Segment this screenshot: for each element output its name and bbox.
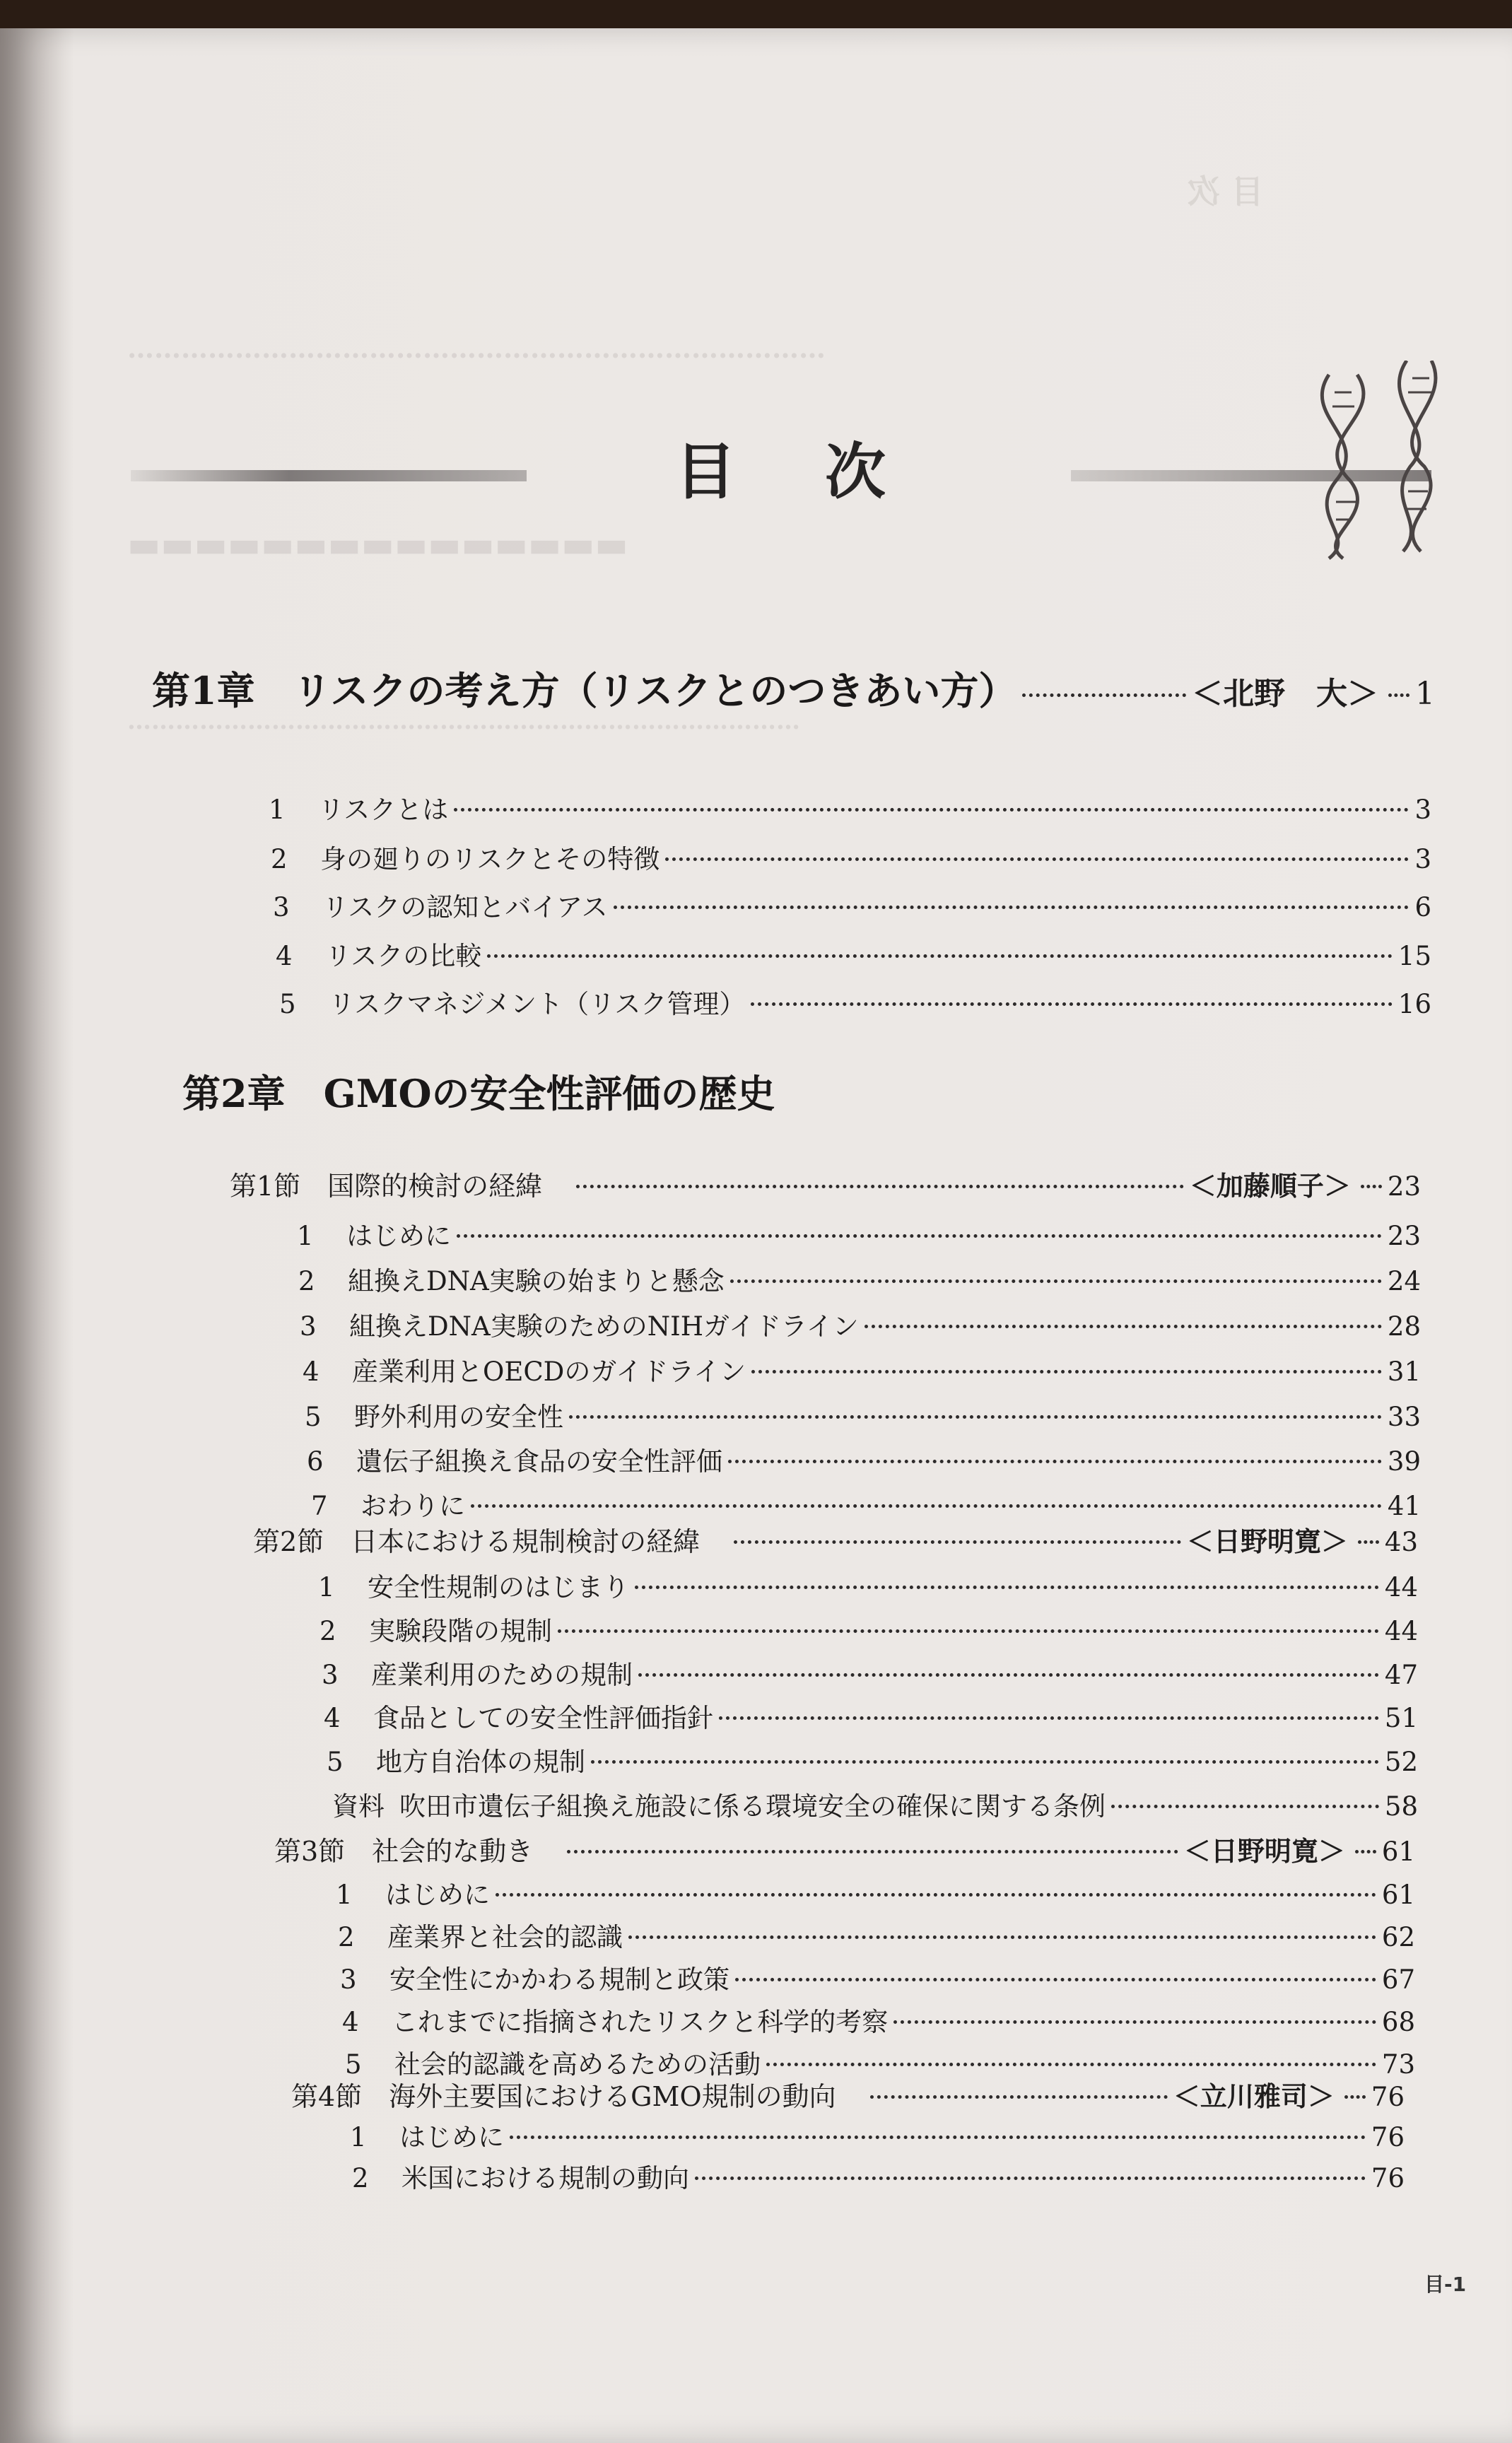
- item-page: 47: [1384, 1660, 1418, 1690]
- section-heading[interactable]: [291, 2075, 1405, 2114]
- item-page: 62: [1381, 1922, 1415, 1952]
- item-title: リスクの認知とバイアス: [322, 892, 608, 922]
- dot-leader: [454, 808, 1409, 812]
- dot-leader: [1361, 1185, 1382, 1188]
- item-number: 4: [342, 2007, 359, 2037]
- item-number: 1: [297, 1221, 314, 1251]
- section-page: 61: [1381, 1836, 1415, 1867]
- dot-leader: [893, 2020, 1376, 2024]
- chapter-2-heading[interactable]: [182, 1064, 775, 1118]
- item-number: 1: [269, 795, 286, 825]
- dot-leader: [510, 2136, 1366, 2139]
- item-page: 6: [1414, 892, 1431, 922]
- dot-leader: [635, 1586, 1379, 1589]
- toc-item[interactable]: [352, 2157, 1405, 2195]
- section-page: 76: [1371, 2082, 1405, 2112]
- dot-leader: [865, 1325, 1382, 1328]
- item-page: 61: [1381, 1880, 1415, 1910]
- item-title: はじめに: [346, 1221, 451, 1251]
- dot-leader: [576, 1185, 1184, 1188]
- item-title: 安全性にかかわる規制と政策: [389, 1964, 729, 1995]
- toc-item[interactable]: [332, 1785, 1418, 1823]
- item-number: 4: [276, 941, 293, 971]
- item-page: 76: [1371, 2163, 1405, 2193]
- bleed-through-text: …………………………………………………………………………: [127, 707, 800, 735]
- item-title: リスクとは: [318, 795, 449, 825]
- dot-leader: [665, 857, 1409, 861]
- toc-item[interactable]: [276, 935, 1431, 973]
- item-title: おわりに: [361, 1491, 465, 1521]
- dot-leader: [734, 1540, 1181, 1544]
- item-number: 3: [322, 1660, 339, 1690]
- toc-item[interactable]: [327, 1740, 1418, 1779]
- toc-item[interactable]: [336, 1873, 1415, 1911]
- item-page: 41: [1387, 1491, 1421, 1521]
- dot-leader: [766, 2063, 1376, 2066]
- dot-leader: [695, 2177, 1366, 2180]
- item-page: 15: [1397, 941, 1431, 971]
- item-title: はじめに: [385, 1880, 490, 1910]
- item-number: 2: [298, 1266, 315, 1296]
- item-number: 3: [300, 1311, 317, 1342]
- dot-leader: [628, 1935, 1376, 1939]
- item-title: 食品としての安全性評価指針: [373, 1703, 713, 1733]
- dot-leader: [751, 1002, 1392, 1006]
- toc-item[interactable]: [269, 788, 1431, 826]
- item-number: 1: [336, 1880, 353, 1910]
- toc-item[interactable]: [298, 1260, 1421, 1298]
- toc-item[interactable]: [300, 1305, 1421, 1343]
- dot-leader: [1355, 1850, 1376, 1853]
- toc-item[interactable]: [340, 1958, 1415, 1996]
- bleed-through-text: 目 次: [1188, 172, 1265, 211]
- page-footer-number: 目-1: [1424, 2273, 1467, 2296]
- item-title: 組換えDNA実験のためのNIHガイドライン: [349, 1311, 859, 1342]
- dot-leader: [1358, 1540, 1379, 1544]
- toc-item[interactable]: [342, 2000, 1415, 2039]
- title-banner: [131, 417, 1446, 508]
- section-heading[interactable]: [230, 1164, 1421, 1203]
- toc-item[interactable]: [297, 1214, 1421, 1253]
- item-number: 5: [345, 2049, 362, 2080]
- section-title: 第4節 海外主要国におけるGMO規制の動向: [291, 2081, 836, 2112]
- item-number: 5: [279, 989, 296, 1019]
- item-number: 7: [311, 1491, 328, 1521]
- dot-leader: [1022, 693, 1186, 697]
- toc-item[interactable]: [338, 1916, 1415, 1954]
- dot-leader: [751, 1370, 1382, 1373]
- dot-leader: [870, 2095, 1168, 2099]
- dot-leader: [1388, 693, 1410, 697]
- item-page: 58: [1384, 1791, 1418, 1822]
- dot-leader: [567, 1850, 1178, 1853]
- bleed-through-text: ▬▬▬▬▬▬▬▬▬▬▬▬▬▬▬: [127, 523, 628, 565]
- item-title: 野外利用の安全性: [354, 1402, 563, 1432]
- section-author: ＜日野明寛＞: [1186, 1526, 1348, 1557]
- item-page: 39: [1387, 1446, 1421, 1477]
- toc-item[interactable]: [305, 1395, 1421, 1434]
- item-page: 28: [1387, 1311, 1421, 1342]
- item-page: 31: [1387, 1357, 1421, 1387]
- dot-leader: [558, 1629, 1379, 1633]
- item-title: 実験段階の規制: [369, 1616, 552, 1646]
- dna-helix-icon: [1287, 361, 1449, 566]
- item-title: 産業利用とOECDのガイドライン: [352, 1357, 746, 1387]
- dot-leader: [569, 1415, 1382, 1419]
- item-title: 安全性規制のはじまり: [368, 1572, 629, 1603]
- item-title: 組換えDNA実験の始まりと懸念: [348, 1266, 725, 1296]
- chapter-1-title: 第1章 リスクの考え方（リスクとのつきあい方）: [152, 668, 1017, 713]
- item-title: 地方自治体の規制: [376, 1747, 585, 1777]
- item-number: 2: [338, 1922, 355, 1952]
- item-number: 3: [273, 892, 290, 922]
- dot-leader: [487, 954, 1393, 958]
- dot-leader: [591, 1760, 1379, 1764]
- dot-leader: [457, 1234, 1382, 1238]
- toc-item[interactable]: [324, 1697, 1418, 1735]
- toc-item[interactable]: [320, 1610, 1418, 1648]
- item-page: 23: [1387, 1221, 1421, 1251]
- toc-item[interactable]: [271, 838, 1431, 876]
- dot-leader: [730, 1279, 1382, 1283]
- item-number: 6: [307, 1446, 324, 1477]
- item-number: 5: [305, 1402, 322, 1432]
- item-title: 産業界と社会的認識: [387, 1922, 623, 1952]
- dot-leader: [496, 1893, 1376, 1897]
- toc-item[interactable]: [303, 1350, 1421, 1388]
- dot-leader: [1111, 1805, 1379, 1808]
- toc-item[interactable]: [350, 2116, 1405, 2154]
- toc-item[interactable]: [307, 1440, 1421, 1478]
- item-page: 3: [1414, 795, 1431, 825]
- dot-leader: [1344, 2095, 1366, 2099]
- item-number: 5: [327, 1747, 344, 1777]
- item-number: 1: [350, 2122, 367, 2152]
- dot-leader: [638, 1673, 1379, 1677]
- item-page: 3: [1414, 844, 1431, 874]
- item-number: 資料: [332, 1791, 385, 1822]
- section-author: ＜立川雅司＞: [1173, 2081, 1335, 2112]
- toc-item[interactable]: [311, 1484, 1421, 1523]
- chapter-2-title: 第2章 GMOの安全性評価の歴史: [182, 1071, 775, 1116]
- item-page: 44: [1384, 1616, 1418, 1646]
- dot-leader: [719, 1716, 1379, 1720]
- section-title: 第3節 社会的な動き: [274, 1836, 534, 1867]
- item-number: 2: [320, 1616, 336, 1646]
- item-number: 4: [324, 1703, 341, 1733]
- section-heading[interactable]: [253, 1520, 1418, 1559]
- section-title: 第2節 日本における規制検討の経緯: [253, 1526, 701, 1557]
- section-author: ＜日野明寛＞: [1183, 1836, 1345, 1867]
- item-title: 社会的認識を高めるための活動: [394, 2049, 761, 2080]
- item-page: 24: [1387, 1266, 1421, 1296]
- section-title: 第1節 国際的検討の経緯: [230, 1171, 543, 1202]
- item-title: 身の廻りのリスクとその特徴: [320, 844, 660, 874]
- item-page: 33: [1387, 1402, 1421, 1432]
- section-page: 23: [1387, 1171, 1421, 1202]
- dot-leader: [614, 906, 1410, 909]
- item-title: はじめに: [399, 2122, 504, 2152]
- item-page: 76: [1371, 2122, 1405, 2152]
- page-title: 目 次: [675, 437, 920, 508]
- dot-leader: [735, 1978, 1376, 1981]
- item-title: リスクマネジメント（リスク管理）: [329, 989, 746, 1019]
- toc-item[interactable]: [279, 983, 1431, 1021]
- item-title: リスクの比較: [325, 941, 482, 971]
- item-title: 吹田市遺伝子組換え施設に係る環境安全の確保に関する条例: [399, 1791, 1106, 1822]
- item-number: 2: [352, 2163, 369, 2193]
- item-number: 3: [340, 1964, 357, 1995]
- chapter-1-heading[interactable]: [152, 661, 1435, 715]
- item-page: 52: [1384, 1747, 1418, 1777]
- section-heading[interactable]: [274, 1829, 1415, 1868]
- toc-item[interactable]: [318, 1566, 1418, 1604]
- item-page: 51: [1384, 1703, 1418, 1733]
- chapter-1-page: 1: [1415, 676, 1435, 712]
- item-title: 米国における規制の動向: [402, 2163, 689, 2193]
- item-title: 産業利用のための規制: [371, 1660, 633, 1690]
- bleed-through-text: ……………………………………………………………………: [127, 332, 826, 364]
- item-page: 67: [1381, 1964, 1415, 1995]
- spine-shadow: [0, 28, 74, 2443]
- item-page: 16: [1397, 989, 1431, 1019]
- section-page: 43: [1384, 1527, 1418, 1557]
- chapter-1-author: ＜北野 大＞: [1192, 676, 1378, 712]
- item-page: 44: [1384, 1572, 1418, 1603]
- item-page: 73: [1381, 2049, 1415, 2080]
- dot-leader: [471, 1504, 1382, 1508]
- item-title: 遺伝子組換え食品の安全性評価: [356, 1446, 722, 1477]
- dot-leader: [728, 1460, 1382, 1463]
- item-number: 4: [303, 1357, 320, 1387]
- item-number: 2: [271, 844, 288, 874]
- title-bar-left: [131, 470, 527, 481]
- toc-item[interactable]: [273, 886, 1431, 924]
- toc-item[interactable]: [322, 1653, 1418, 1692]
- item-page: 68: [1381, 2007, 1415, 2037]
- item-number: 1: [318, 1572, 335, 1603]
- section-author: ＜加藤順子＞: [1189, 1171, 1351, 1202]
- item-title: これまでに指摘されたリスクと科学的考察: [392, 2007, 889, 2037]
